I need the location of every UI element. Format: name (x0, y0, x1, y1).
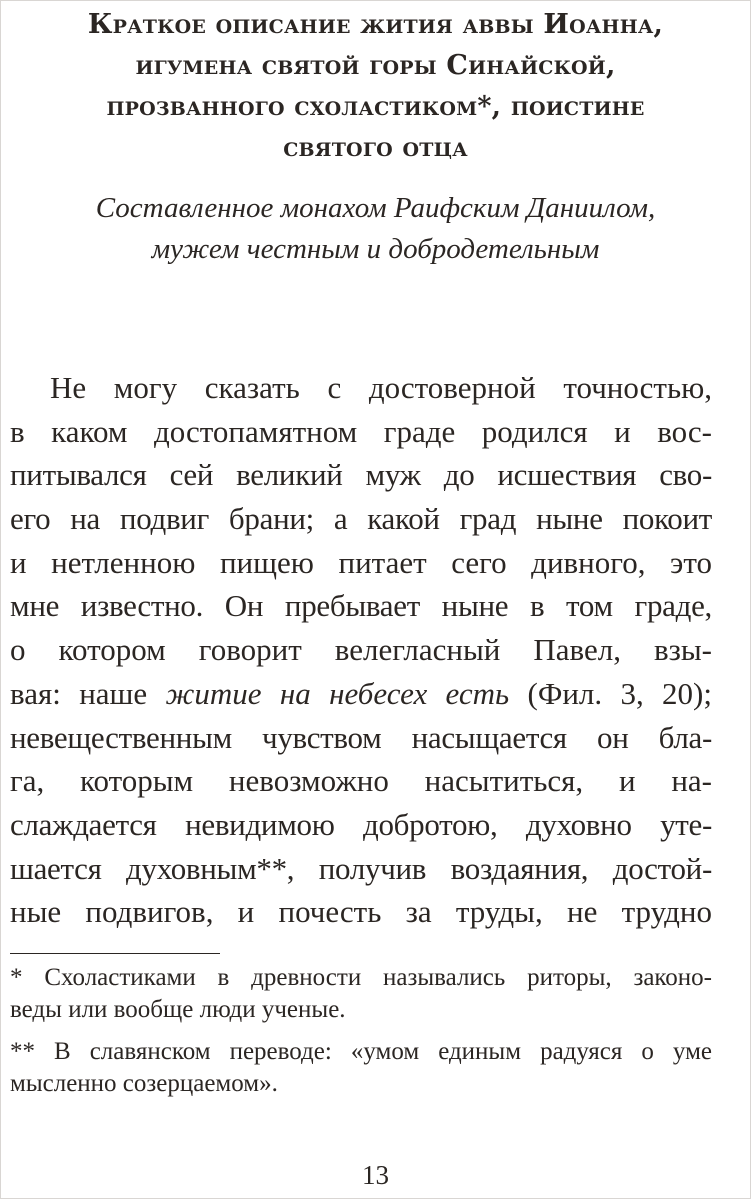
footnote-line: веды или вообще люди ученые. (10, 996, 346, 1023)
body-line: невещественным чувством насыщается он бла- (10, 719, 712, 755)
footnote-line: * Схоластиками в древности назывались риторы, законо- (10, 964, 712, 991)
body-line: в каком достопамятном граде родился и вос- (10, 413, 712, 449)
body-line: га, которым невозможно насытиться, и на- (10, 763, 712, 799)
subtitle-line: Составленное монахом Раифским Даниилом, (95, 192, 656, 224)
body-line-with-quote (10, 672, 712, 716)
scripture-reference: (Фил. 3, 20); (509, 675, 712, 711)
body-line: ные подвигов, и почесть за труды, не трудно (10, 894, 712, 930)
footnote-line: мысленно созерцаемом». (10, 1070, 278, 1097)
footnote-separator (10, 953, 220, 954)
body-line: питывался сей великий муж до исшествия сво- (10, 457, 712, 493)
body-line: мне известно. Он пребывает ныне в том граде, (10, 588, 712, 624)
footnote-line: ** В славянском переводе: «умом единым радуяся о уме (10, 1038, 712, 1065)
body-line: шается духовным**, получив воздаяния, достой- (10, 850, 712, 886)
chapter-title (20, 4, 731, 168)
scripture-quote: житие на небесех есть (165, 675, 510, 711)
title-line: прозванного схоластиком*, поистине (106, 91, 645, 122)
title-line: Краткое описание жития аввы Иоанна, (87, 9, 664, 40)
body-line: Не могу сказать с достоверной точностью, (50, 370, 712, 405)
body-paragraph (10, 366, 712, 934)
title-line: святого отца (283, 132, 468, 163)
footnotes (10, 962, 712, 1110)
body-line: и нетленною пищею питает сего дивного, это (10, 544, 712, 580)
chapter-subtitle (20, 188, 731, 270)
title-line: игумена святой горы Синайской, (135, 50, 616, 81)
footnote-2 (10, 1036, 712, 1100)
body-line: слаждается невидимою добротою, духовно уте- (10, 806, 712, 842)
body-text-span: вая: наше (10, 675, 166, 711)
body-line: его на подвиг брани; а какой град ныне покоит (10, 501, 712, 537)
footnote-1 (10, 962, 712, 1026)
subtitle-line: мужем честным и добродетельным (151, 233, 600, 265)
body-line: о котором говорит велегласный Павел, взы- (10, 632, 712, 668)
page-number: 13 (362, 1160, 389, 1190)
